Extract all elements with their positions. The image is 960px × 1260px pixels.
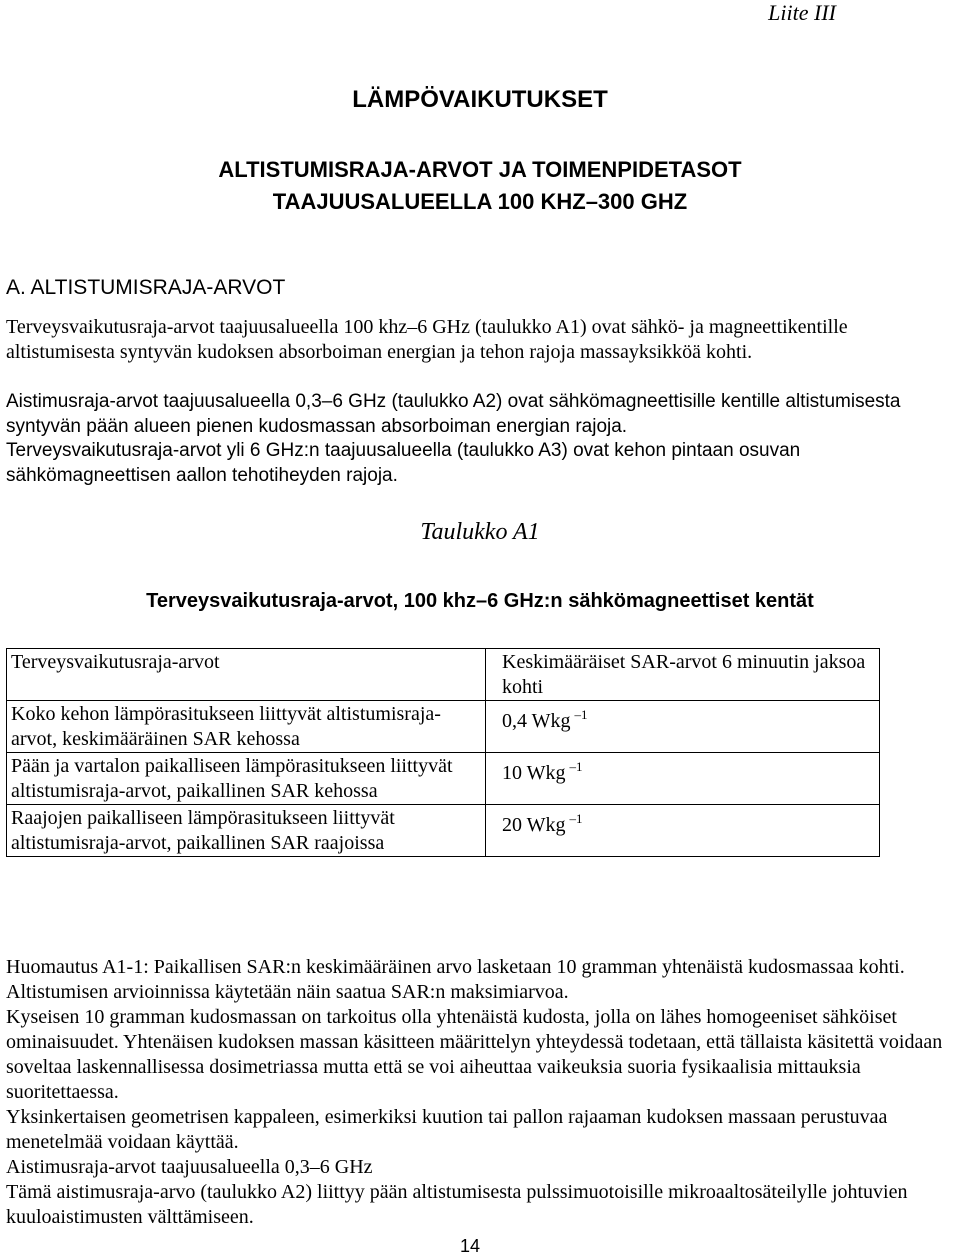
table-row (7, 805, 880, 857)
sar-value: 10 Wkg (502, 762, 566, 784)
sar-value: 0,4 Wkg (502, 710, 571, 732)
table-cell-value (486, 701, 880, 753)
page-title: LÄMPÖVAIKUTUKSET (352, 86, 608, 113)
sar-table (6, 648, 880, 857)
table-row (7, 701, 880, 753)
table-cell-value (486, 805, 880, 857)
section-heading: A. ALTISTUMISRAJA-ARVOT (6, 276, 286, 299)
annex-label: Liite III (768, 0, 836, 25)
table-title: Terveysvaikutusraja-arvot, 100 khz–6 GHz:n sähkömagneettiset kentät (146, 590, 814, 612)
table-cell-label: Pään ja vartalon paikalliseen lämpörasitukseen liittyvät altistumisraja-arvot, paikallinen SAR kehossa (7, 753, 486, 805)
paragraph-sensory-limits: Aistimusraja-arvot taajuusalueella 0,3–6 GHz (taulukko A2) ovat sähkömagneettisille kentille altistumisesta syntyvän pään alueen pienen kudosmassan absorboiman energian rajoja. (6, 391, 901, 437)
paragraph-health-limits: Terveysvaikutusraja-arvot taajuusalueella 100 khz–6 GHz (taulukko A1) ovat sähkö- ja magneettikentille altistumisesta syntyvän kudoksen absorboiman energian ja tehon rajoja massayksikköä kohti. (6, 316, 848, 363)
table-row (7, 753, 880, 805)
note-paragraph: Tämä aistimusraja-arvo (taulukko A2) liittyy pään altistumisesta pulssimuotoisille mikroaaltosäteilylle johtuvien kuuloaistimusten välttämiseen. (6, 1181, 908, 1228)
note-paragraph: Yksinkertaisen geometrisen kappaleen, esimerkiksi kuution tai pallon rajaaman kudoksen massaan perustuvaa menetelmää voidaan käyttää. (6, 1106, 888, 1153)
subtitle-line-1: ALTISTUMISRAJA-ARVOT JA TOIMENPIDETASOT (218, 157, 742, 182)
paragraph-power-density: Terveysvaikutusraja-arvot yli 6 GHz:n taajuusalueella (taulukko A3) ovat kehon pintaan osuvan sähkömagneettisen aallon tehotiheyden rajoja. (6, 440, 801, 486)
note-paragraph: Huomautus A1-1: Paikallisen SAR:n keskimääräinen arvo lasketaan 10 gramman yhtenäistä kudosmassaa kohti. Altistumisen arvioinnissa käytetään näin saatua SAR:n maksimiarvoa. (6, 956, 905, 1003)
subtitle (0, 154, 960, 218)
table-cell-value (486, 753, 880, 805)
table-cell-label: Koko kehon lämpörasitukseen liittyvät altistumisraja-arvot, keskimääräinen SAR kehossa (7, 701, 486, 753)
note-subheading: Aistimusraja-arvot taajuusalueella 0,3–6 GHz (6, 1156, 373, 1178)
sar-value: 20 Wkg (502, 814, 566, 836)
note-paragraph: Kyseisen 10 gramman kudosmassan on tarkoitus olla yhtenäistä kudosta, jolla on lähes homogeeniset sähköiset ominaisuudet. Yhtenäisen kudoksen massan käsitteen määrittelyn yhteydessä todetaan, että tällaista käsitettä voidaan soveltaa laskennallisessa dosimetriassa mutta että se voi aiheuttaa vaikeuksia suoria fysikaalisia mittauksia suoritettaessa. (6, 1006, 943, 1103)
sar-unit-exponent: –1 (569, 811, 583, 826)
subtitle-line-2: TAAJUUSALUEELLA 100 KHZ–300 GHZ (272, 189, 688, 214)
table-cell-label: Raajojen paikalliseen lämpörasitukseen liittyvät altistumisraja-arvot, paikallinen SAR raajoissa (7, 805, 486, 857)
sar-unit-exponent: –1 (574, 707, 588, 722)
table-header-row (7, 649, 880, 701)
table-header-cell: Keskimääräiset SAR-arvot 6 minuutin jaksoa kohti (486, 649, 880, 701)
page-number: 14 (459, 1236, 481, 1256)
notes-block (6, 955, 956, 1230)
sar-unit-exponent: –1 (569, 759, 583, 774)
table-caption: Taulukko A1 (420, 519, 540, 545)
table-header-cell: Terveysvaikutusraja-arvot (7, 649, 486, 701)
